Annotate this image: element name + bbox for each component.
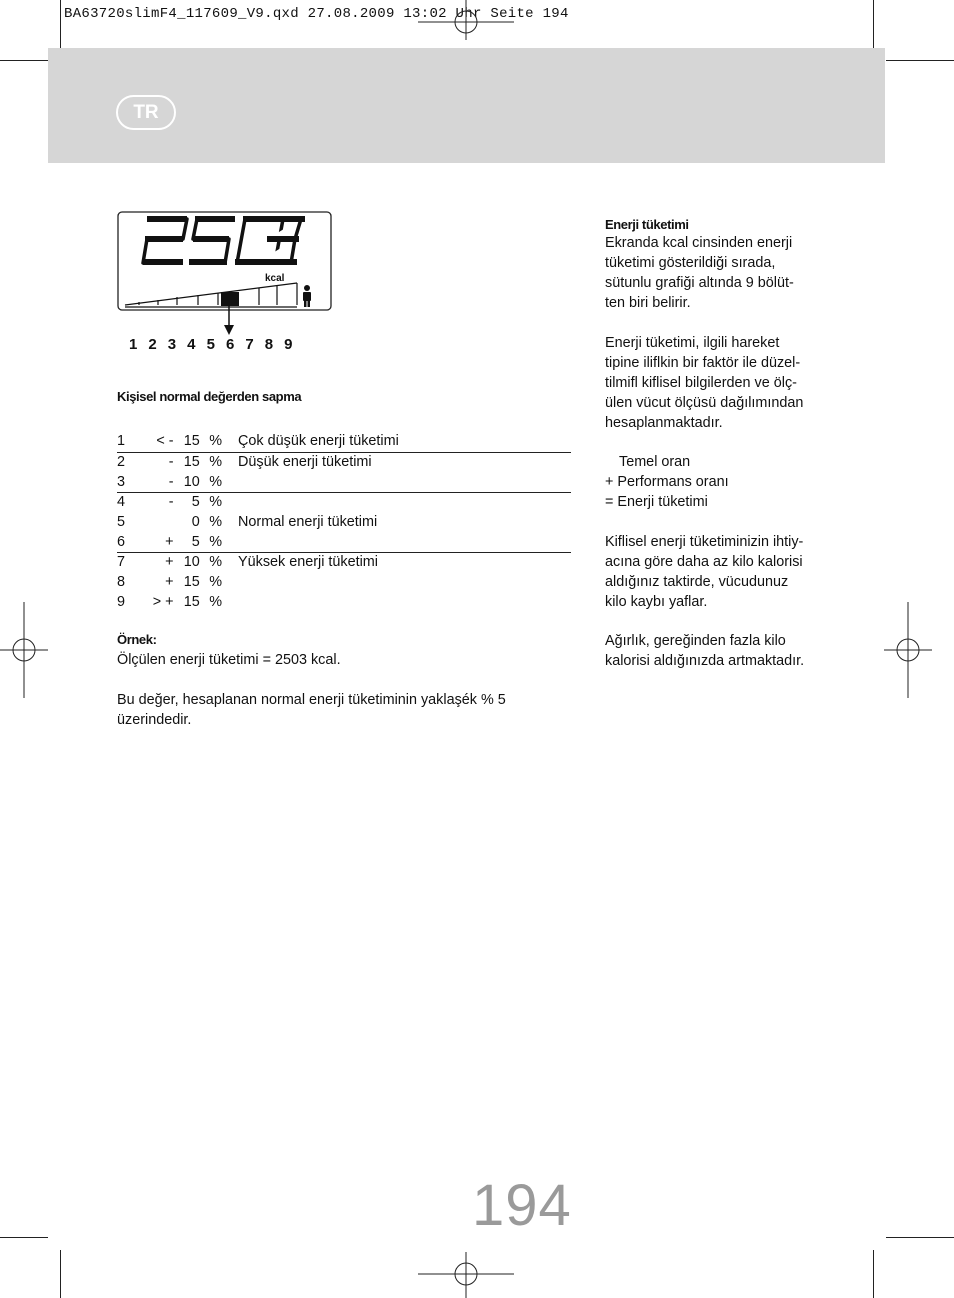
table-row: 3 - 10 % [117, 472, 571, 492]
right-column [605, 216, 825, 691]
lcd-display [117, 211, 333, 336]
table-row: 4 - 5 % [117, 494, 223, 511]
table-row: 9 > + 15 % [117, 593, 223, 610]
table-row: 1 < - 15 % Çok düşük enerji tüketimi [117, 432, 571, 452]
paragraph-2: Enerji tüketimi, ilgili hareket tipine iliflkin bir faktör ile düzel- tilmifl kiflisel bilgilerden ve ölç- ülen vücut ölçüsü dağılımından hesaplanmaktadır. [605, 334, 804, 431]
table-row: 6 + 5 % [117, 532, 571, 552]
scale-numbers: 1 2 3 4 5 6 7 8 9 [129, 336, 293, 353]
table-row: 5 0 % Normal enerji tüketimi [117, 514, 378, 531]
table-row: 7 + 10 % Yüksek enerji tüketimi [117, 554, 378, 571]
table-row: 2 - 15 % Düşük enerji tüketimi [117, 454, 372, 471]
paragraph-3: Kiflisel enerji tüketiminizin ihtiy- acına göre daha az kilo kalorisi aldığınız taktirde, vücudunuz kilo kaybı yaflar. [605, 533, 804, 610]
deviation-heading: Kişisel normal değerden sapma [117, 389, 302, 404]
example-line-1: Ölçülen enerji tüketimi = 2503 kcal. [117, 652, 341, 668]
paragraph-4: Ağırlık, gereğinden fazla kilo kalorisi aldığınızda artmaktadır. [605, 633, 805, 669]
example-line-3: üzerindedir. [117, 712, 192, 728]
language-badge: TR [116, 95, 176, 130]
deviation-table [117, 432, 571, 612]
paragraph-1: Ekranda kcal cinsinden enerji tüketimi gösterildiği sırada, sütunlu grafiği altında 9 bölüt- ten biri belirir. [605, 235, 794, 311]
energy-heading: Enerji tüketimi [605, 217, 689, 232]
example-heading: Örnek: [117, 632, 157, 647]
table-row: 8 + 15 % [117, 574, 223, 591]
formula: Temel oran + Performans oranı = Enerji tüketimi [605, 454, 729, 510]
lcd-unit: kcal [265, 273, 285, 284]
lcd-active-segment [221, 292, 239, 306]
example-line-2: Bu değer, hesaplanan normal enerji tüketiminin yaklaşék % 5 [117, 692, 506, 708]
page-number: 194 [472, 1173, 572, 1238]
file-slug: BA63720slimF4_117609_V9.qxd 27.08.2009 13:02 Uhr Seite 194 [64, 6, 569, 22]
